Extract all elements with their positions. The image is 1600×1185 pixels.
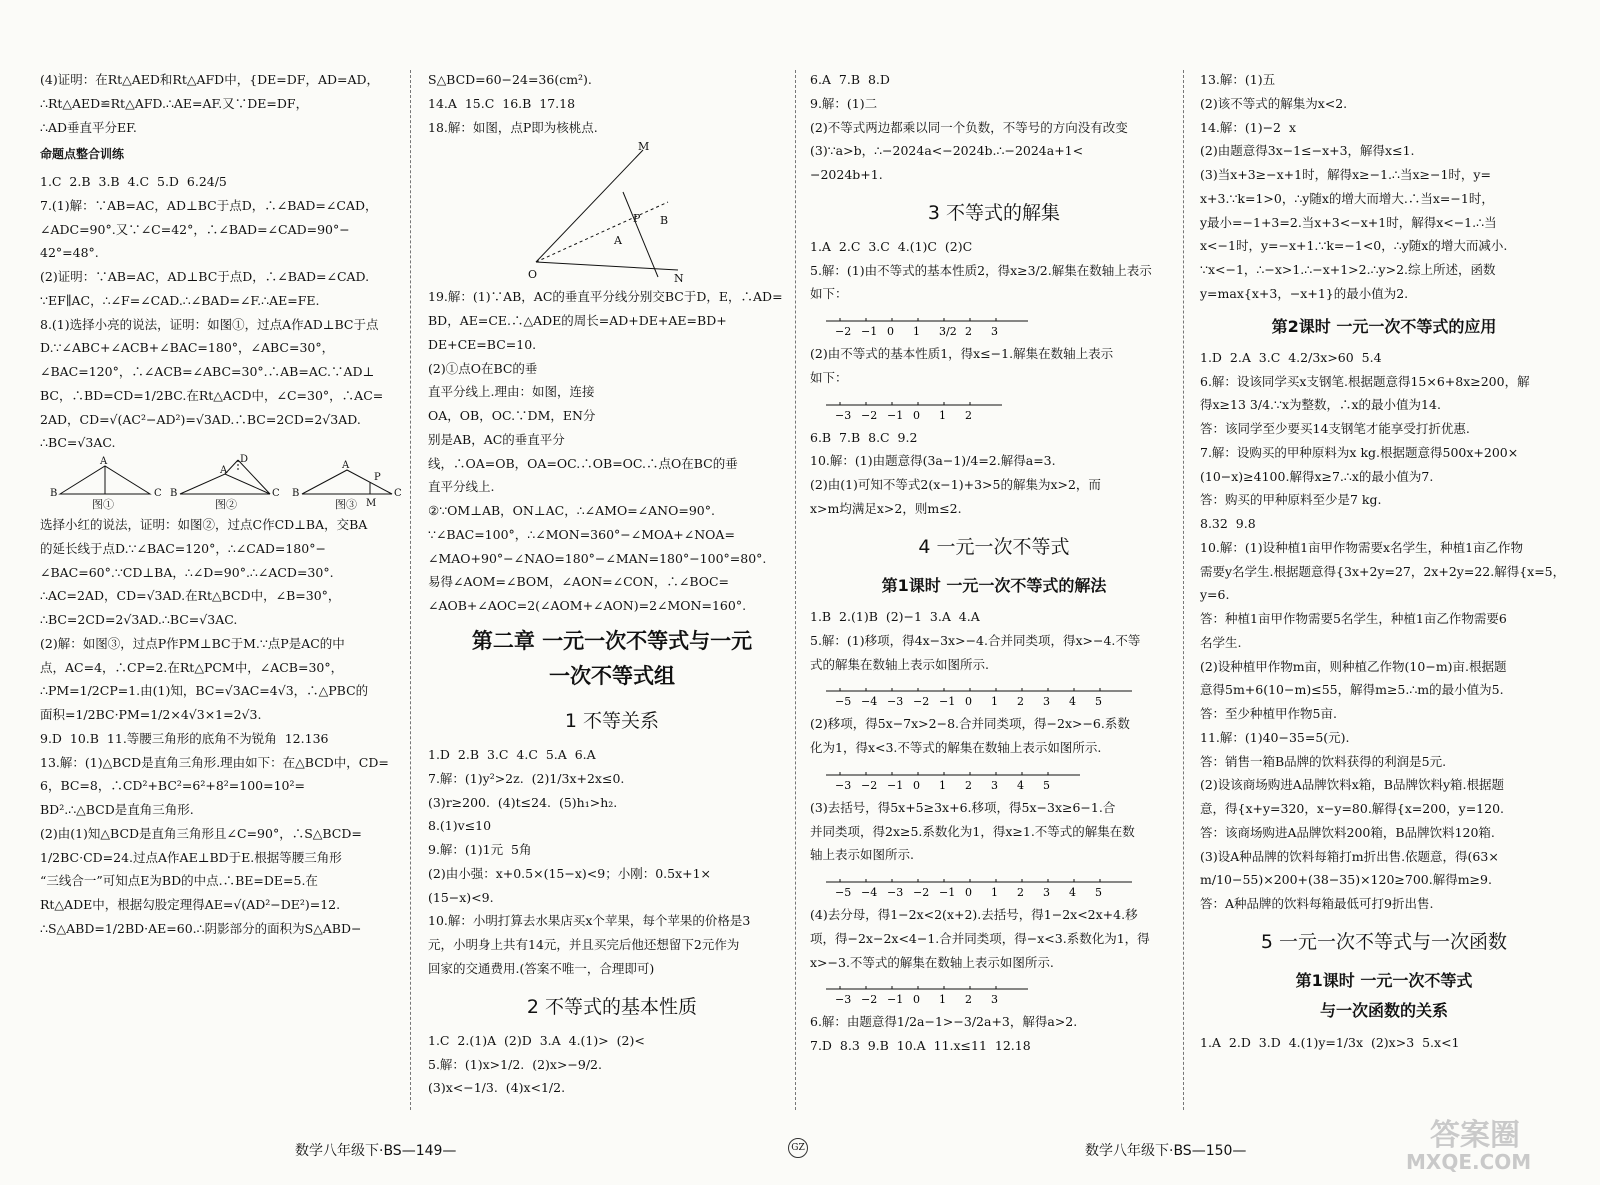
text-line: 11.解：(1)40−35=5(元). [1200, 729, 1350, 745]
svg-text:B: B [50, 488, 58, 500]
tick-label: 2 [965, 778, 972, 792]
text-line: 面积=1/2BC·PM=1/2×4√3×1=2√3. [40, 707, 262, 723]
watermark: 答案圈 MXQE.COM [1406, 1118, 1532, 1174]
text-line: 直平分线上.理由：如图，连接 [428, 384, 595, 400]
text-line: 1.D 2.A 3.C 4.2/3x>60 5.4 [1200, 349, 1382, 365]
tick-label: −1 [887, 993, 904, 1007]
text-line: ∴BC=√3AC. [40, 435, 116, 451]
text-line: 项，得−2x−2x<4−1.合并同类项，得−x<3.系数化为1，得 [810, 930, 1150, 946]
text-line: (4)证明：在Rt△AED和Rt△AFD中，{DE=DF，AD=AD， [40, 72, 380, 87]
column-divider [1183, 70, 1184, 1110]
text-line: 如下： [810, 369, 848, 385]
text-line: 6.解：设该同学买x支钢笔.根据题意得15×6+8x≥200，解 [1200, 373, 1530, 389]
section-3: 3 不等式的解集 [927, 201, 1061, 224]
tick-label: 4 [1017, 778, 1024, 792]
text-line: 6.A 7.B 8.D [810, 72, 890, 87]
text-line: OA，OB，OC.∵DM，EN分 [428, 408, 596, 423]
text-line: 7.(1)解：∵AB=AC，AD⊥BC于点D，∴∠BAD=∠CAD， [40, 197, 378, 213]
text-line: 14.解：(1)−2 x [1200, 119, 1297, 135]
tick-label: −2 [913, 886, 930, 900]
number-line [810, 393, 1170, 423]
text-line: x+3.∵k=1>0，∴y随x的增大而增大.∴当x=−1时， [1200, 190, 1494, 206]
tick-label: −5 [835, 886, 852, 900]
tick-label: 2 [1017, 695, 1024, 709]
text-line: (2)设该商场购进A品牌饮料x箱，B品牌饮料y箱.根据题 [1200, 777, 1505, 793]
svg-text:B: B [170, 488, 178, 500]
tick-label: 0 [965, 695, 972, 709]
tick-label: −3 [835, 408, 852, 422]
tick-label: −1 [939, 886, 956, 900]
text-line: 式的解集在数轴上表示如图所示. [810, 656, 989, 672]
tick-label: 0 [965, 886, 972, 900]
tick-label: 1 [991, 886, 998, 900]
footer-left: 数学八年级下·BS—149— [295, 1143, 457, 1159]
text-line: (3)去括号，得5x+5≥3x+6.移项，得5x−3x≥6−1.合 [810, 799, 1116, 815]
text-line: ∠ADC=90°.又∵∠C=42°，∴∠BAD=∠CAD=90°− [40, 221, 350, 237]
figure-label: 图① [92, 498, 114, 512]
text-line: 线，∴OA=OB，OA=OC.∴OB=OC.∴点O在BC的垂 [428, 455, 738, 471]
text-line: m/10−55)×200+(38−35)×120≥700.解得m≥9. [1200, 872, 1492, 888]
triangle-figures [40, 454, 402, 512]
column-3 [810, 68, 1178, 1108]
text-line: (10−x)≥4100.解得x≥7.∴x的最小值为7. [1200, 468, 1434, 484]
tick-label: 3/2 [939, 325, 957, 339]
text-line: 答：种植1亩甲作物需要5名学生，种植1亩乙作物需要6 [1200, 611, 1507, 627]
text-line: 6，BC=8，∴CD²+BC²=6²+8²=100=10²= [40, 778, 305, 794]
tick-label: 1 [991, 695, 998, 709]
section-2: 2 不等式的基本性质 [526, 995, 698, 1018]
tick-label: 2 [965, 408, 972, 422]
tick-label: 1 [939, 993, 946, 1007]
text-line: 5.解：(1)x>1/2. (2)x>−9/2. [428, 1056, 602, 1072]
lesson-title: 第1课时 一元一次不等式的解法 [881, 575, 1107, 595]
lesson-title: 第2课时 一元一次不等式的应用 [1271, 316, 1497, 336]
tick-label: 3 [991, 993, 998, 1007]
text-line: 意得5m+6(10−m)≤55，解得m≥5.∴m的最小值为5. [1200, 682, 1504, 698]
svg-text:D: D [240, 454, 249, 466]
text-line: 8.(1)选择小亮的说法，证明：如图①，过点A作AD⊥BC于点 [40, 316, 379, 332]
text-line: 1.A 2.D 3.D 4.(1)y=1/3x (2)x>3 5.x<1 [1200, 1034, 1460, 1050]
text-line: 答：该同学至少要买14支钢笔才能享受打折优惠. [1200, 421, 1470, 437]
text-line: Rt△ADE中，根据勾股定理得AE=√(AD²−DE²)=12. [40, 897, 341, 913]
tick-label: 0 [913, 408, 920, 422]
text-line: ∠AOB+∠AOC=2(∠AOM+∠AON)=2∠MON=160°. [428, 598, 747, 613]
text-line: 10.解：小明打算去水果店买x个苹果，每个苹果的价格是3 [428, 913, 751, 929]
svg-text:C: C [394, 488, 402, 500]
text-line: 6.解：由题意得1/2a−1>−3/2a+3，解得a>2. [810, 1014, 1078, 1030]
tick-label: 2 [1017, 886, 1024, 900]
text-line: 回家的交通费用.(答案不唯一，合理即可) [428, 960, 655, 976]
tick-label: −4 [861, 695, 878, 709]
lesson-title: 第1课时 一元一次不等式 与一次函数的关系 [1295, 970, 1473, 1021]
text-line: (3)当x+3≥−x+1时，解得x≥−1.∴当x≥−1时，y= [1200, 167, 1491, 182]
tick-label: 3 [1043, 886, 1050, 900]
text-line: 别是AB，AC的垂直平分 [428, 431, 565, 447]
text-line: 7.D 8.3 9.B 10.A 11.x≤11 12.18 [810, 1038, 1031, 1054]
text-line: 的延长线于点D.∵∠BAC=120°，∴∠CAD=180°− [40, 540, 326, 556]
text-line: (2)设种植甲作物m亩，则种植乙作物(10−m)亩.根据题 [1200, 658, 1507, 674]
number-line [810, 309, 1170, 339]
text-line: 答：至少种植甲作物5亩. [1200, 706, 1337, 722]
tick-label: 5 [1095, 695, 1102, 709]
column-1 [40, 68, 408, 1108]
text-line: S△BCD=60−24=36(cm²). [428, 72, 592, 87]
text-line: 1.B 2.(1)B (2)−1 3.A 4.A [810, 609, 980, 625]
text-line: 需要y名学生.根据题意得{3x+2y=27，2x+2y=22.解得{x=5，y=6. [1200, 563, 1566, 603]
tick-label: 0 [887, 325, 894, 339]
text-line: ∴AD垂直平分EF. [40, 119, 137, 135]
text-line: 9.D 10.B 11.等腰三角形的底角不为锐角 12.136 [40, 730, 329, 746]
text-line: 答：该商场购进A品牌饮料200箱，B品牌饮料120箱. [1200, 824, 1495, 840]
text-line: 答：销售一箱B品牌的饮料获得的利润是5元. [1200, 753, 1447, 769]
tick-label: −4 [861, 886, 878, 900]
text-line: ∴Rt△AED≌Rt△AFD.∴AE=AF.又∵DE=DF， [40, 95, 309, 111]
text-line: (2)由小强：x+0.5×(15−x)<9；小刚：0.5x+1× [428, 865, 712, 881]
number-line [810, 679, 1170, 709]
tick-label: −2 [835, 325, 852, 339]
tick-label: 0 [913, 778, 920, 792]
tick-label: −3 [887, 695, 904, 709]
text-line: (2)该不等式的解集为x<2. [1200, 95, 1348, 111]
text-line: 8.(1)v≤10 [428, 818, 492, 834]
text-line: 18.解：如图，点P即为核桃点. [428, 119, 598, 135]
text-line: D.∵∠ABC+∠ACB+∠BAC=180°，∠ABC=30°， [40, 340, 335, 356]
text-line: ∴BC=2CD=2√3AD.∴BC=√3AC. [40, 612, 238, 628]
text-line: 19.解：(1)∵AB，AC的垂直平分线分别交BC于D，E，∴AD= [428, 289, 783, 305]
label-o: O [528, 268, 538, 282]
svg-text:B: B [292, 488, 300, 500]
section-5: 5 一元一次不等式与一次函数 [1260, 930, 1508, 953]
text-line: 10.解：(1)由题意得(3a−1)/4=2.解得a=3. [810, 453, 1056, 469]
text-line: (3)x<−1/3. (4)x<1/2. [428, 1080, 566, 1096]
text-line: DE+CE=BC=10. [428, 336, 537, 352]
text-line: (4)去分母，得1−2x<2(x+2).去括号，得1−2x<2x+4.移 [810, 907, 1138, 923]
number-line [810, 977, 1170, 1007]
text-line: BC，∴BD=CD=1/2BC.在Rt△ACD中，∠C=30°，∴AC= [40, 387, 384, 403]
tick-label: 1 [939, 778, 946, 792]
text-line: 直平分线上. [428, 479, 495, 495]
text-line: 42°=48°. [40, 245, 99, 261]
subtitle: 命题点整合训练 [40, 147, 125, 162]
text-line: (2)证明：∵AB=AC，AD⊥BC于点D，∴∠BAD=∠CAD. [40, 269, 370, 285]
tick-label: −3 [887, 886, 904, 900]
tick-label: 3 [1043, 695, 1050, 709]
number-line [810, 870, 1170, 900]
page-mark: GZ [788, 1138, 808, 1158]
text-line: 答：购买的甲种原料至少是7 kg. [1200, 492, 1382, 508]
text-line: 并同类项，得2x≥5.系数化为1，得x≥1.不等式的解集在数 [810, 823, 1135, 839]
text-line: 1.A 2.C 3.C 4.(1)C (2)C [810, 238, 973, 254]
svg-text:C: C [272, 488, 280, 500]
tick-label: −2 [861, 778, 878, 792]
tick-label: −1 [861, 325, 878, 339]
text-line: 8.32 9.8 [1200, 516, 1256, 532]
text-line: ∵x<−1，∴−x>1.∴−x+1>2.∴y>2.综上所述，函数 [1200, 262, 1496, 277]
svg-text:P: P [374, 472, 381, 484]
text-line: (2)不等式两边都乘以同一个负数，不等号的方向没有改变 [810, 119, 1128, 135]
text-line: 14.A 15.C 16.B 17.18 [428, 95, 576, 111]
tick-label: −3 [835, 778, 852, 792]
text-line: BD².∴△BCD是直角三角形. [40, 802, 194, 818]
text-line: (3)设A种品牌的饮料每箱打m折出售.依题意，得(63× [1200, 848, 1499, 864]
text-line: x>m均满足x>2，则m≤2. [810, 500, 962, 516]
tick-label: 3 [991, 778, 998, 792]
text-line: 元，小明身上共有14元，并且买完后他还想留下2元作为 [428, 937, 740, 953]
section-1: 1 不等关系 [564, 710, 660, 733]
tick-label: −1 [887, 778, 904, 792]
tick-label: 2 [965, 325, 972, 339]
text-line: (2)由不等式的基本性质1，得x≤−1.解集在数轴上表示 [810, 346, 1114, 362]
tick-label: −1 [939, 695, 956, 709]
text-line: 1.D 2.B 3.C 4.C 5.A 6.A [428, 747, 596, 763]
svg-text:C: C [154, 488, 162, 500]
tick-label: 5 [1095, 886, 1102, 900]
svg-text:M: M [366, 498, 377, 510]
tick-label: 1 [913, 325, 920, 339]
tick-label: −5 [835, 695, 852, 709]
text-line: (2)移项，得5x−7x>2−8.合并同类项，得−2x>−6.系数 [810, 716, 1130, 732]
text-line: 易得∠AOM=∠BOM，∠AON=∠CON，∴∠BOC= [428, 574, 730, 590]
text-line: 轴上表示如图所示. [810, 847, 914, 863]
text-line: 6.B 7.B 8.C 9.2 [810, 429, 918, 445]
text-line: ∴PM=1/2CP=1.由(1)知，BC=√3AC=4√3，∴△PBC的 [40, 683, 369, 699]
label-p: P [633, 212, 641, 226]
text-line: 5.解：(1)由不等式的基本性质2，得x≥3/2.解集在数轴上表示 [810, 262, 1152, 278]
text-line: ∵∠BAC=100°，∴∠MON=360°−∠MOA+∠NOA= [428, 526, 735, 542]
tick-label: 2 [965, 993, 972, 1007]
svg-text:A: A [342, 460, 350, 472]
text-line: 意，得{x+y=320，x−y=80.解得{x=200，y=120. [1200, 801, 1505, 817]
text-line: 答：A种品牌的饮料每箱最低可打9折出售. [1200, 896, 1434, 912]
text-line: (3)r≥200. (4)t≤24. (5)h₁>h₂. [428, 794, 618, 810]
tick-label: 4 [1069, 886, 1076, 900]
text-line: 9.解：(1)二 [810, 95, 878, 111]
tick-label: 1 [939, 408, 946, 422]
text-line: ②∵OM⊥AB，ON⊥AC，∴∠AMO=∠ANO=90°. [428, 503, 715, 518]
text-line: x>−3.不等式的解集在数轴上表示如图所示. [810, 954, 1054, 970]
tick-label: −2 [913, 695, 930, 709]
text-line: 7.解：设购买的甲种原料为x kg.根据题意得500x+200× [1200, 444, 1519, 460]
text-line: 9.解：(1)1元 5角 [428, 842, 532, 858]
text-line: (15−x)<9. [428, 889, 494, 905]
svg-text:A: A [220, 465, 228, 477]
text-line: (2)由(1)知△BCD是直角三角形且∠C=90°，∴S△BCD= [40, 825, 362, 841]
tick-label: −3 [835, 993, 852, 1007]
text-line: 名学生. [1200, 634, 1242, 650]
text-line: ∵EF∥AC，∴∠F=∠CAD.∴∠BAD=∠F.∴AE=FE. [40, 292, 320, 308]
text-line: y=max{x+3，−x+1}的最小值为2. [1200, 285, 1409, 301]
tick-label: 3 [991, 325, 998, 339]
column-divider [410, 70, 411, 1110]
tick-label: −1 [887, 408, 904, 422]
text-line: 选择小红的说法，证明：如图②，过点C作CD⊥BA，交BA [40, 517, 368, 533]
text-line: (2)①点O在BC的垂 [428, 360, 538, 376]
chapter-title: 第二章 一元一次不等式与一元 一次不等式组 [471, 628, 753, 689]
section-4: 4 一元一次不等式 [918, 535, 1070, 558]
text-line: (2)由题意得3x−1≤−x+3，解得x≤1. [1200, 143, 1415, 159]
svg-text:A: A [100, 456, 108, 468]
label-b: B [660, 214, 669, 228]
figure-label: 图③ [335, 498, 357, 512]
text-line: ∠BAC=120°，∴∠ACB=∠ABC=30°.∴AB=AC.∵AD⊥ [40, 364, 375, 380]
text-line: 1.C 2.(1)A (2)D 3.A 4.(1)> (2)< [428, 1032, 645, 1048]
text-line: 2AD，CD=√(AC²−AD²)=√3AD.∴BC=2CD=2√3AD. [40, 411, 361, 427]
text-line: (2)由(1)可知不等式2(x−1)+3>5的解集为x>2，而 [810, 477, 1101, 493]
text-line: 5.解：(1)移项，得4x−3x>−4.合并同类项，得x>−4.不等 [810, 632, 1141, 648]
text-line: 如下： [810, 286, 848, 302]
text-line: 1.C 2.B 3.B 4.C 5.D 6.24/5 [40, 174, 227, 190]
tick-label: 0 [913, 993, 920, 1007]
text-line: 化为1，得x<3.不等式的解集在数轴上表示如图所示. [810, 740, 1102, 756]
figure-18 [428, 140, 688, 286]
text-line: 1/2BC·CD=24.过点A作AE⊥BD于E.根据等腰三角形 [40, 849, 342, 865]
text-line: ∴S△ABD=1/2BD·AE=60.∴阴影部分的面积为S△ABD− [40, 920, 362, 936]
text-line: 10.解：(1)设种植1亩甲作物需要x名学生，种植1亩乙作物 [1200, 539, 1524, 555]
footer-right: 数学八年级下·BS—150— [1085, 1143, 1247, 1159]
label-m: M [638, 140, 650, 154]
text-line: 13.解：(1)五 [1200, 72, 1276, 87]
tick-label: 4 [1069, 695, 1076, 709]
text-line: x<−1时，y=−x+1.∵k=−1<0，∴y随x的增大而减小. [1200, 238, 1508, 254]
figure-label: 图② [215, 498, 237, 512]
text-line: 13.解：(1)△BCD是直角三角形.理由如下：在△BCD中，CD= [40, 754, 389, 770]
text-line: ∠MAO+90°−∠NAO=180°−∠MAN=180°−100°=80°. [428, 550, 767, 566]
column-4 [1200, 68, 1568, 1108]
tick-label: −2 [861, 408, 878, 422]
text-line: 点，AC=4，∴CP=2.在Rt△PCM中，∠ACB=30°， [40, 659, 344, 675]
text-line: ∴AC=2AD，CD=√3AD.在Rt△BCD中，∠B=30°， [40, 588, 341, 604]
text-line: 7.解：(1)y²>2z. (2)1/3x+2x≤0. [428, 770, 625, 786]
text-line: −2024b+1. [810, 167, 883, 182]
text-line: “三线合一”可知点E为BD的中点.∴BE=DE=5.在 [40, 873, 318, 889]
text-line: y最小=−1+3=2.当x+3<−x+1时，解得x<−1.∴当 [1200, 214, 1497, 230]
text-line: BD，AE=CE.∴△ADE的周长=AD+DE+AE=BD+ [428, 313, 727, 328]
text-line: (3)∵a>b，∴−2024a<−2024b.∴−2024a+1< [810, 143, 1084, 159]
text-line: 得x≥13 3/4.∵x为整数，∴x的最小值为14. [1200, 397, 1441, 413]
tick-label: 5 [1043, 778, 1050, 792]
text-line: (2)解：如图③，过点P作PM⊥BC于M.∵点P是AC的中 [40, 635, 345, 651]
text-line: ∠BAC=60°.∵CD⊥BA，∴∠D=90°.∴∠ACD=30°. [40, 564, 334, 580]
number-line [810, 763, 1170, 793]
label-a: A [614, 234, 622, 248]
tick-label: −2 [861, 993, 878, 1007]
column-2 [428, 68, 796, 1108]
label-n: N [674, 272, 684, 286]
